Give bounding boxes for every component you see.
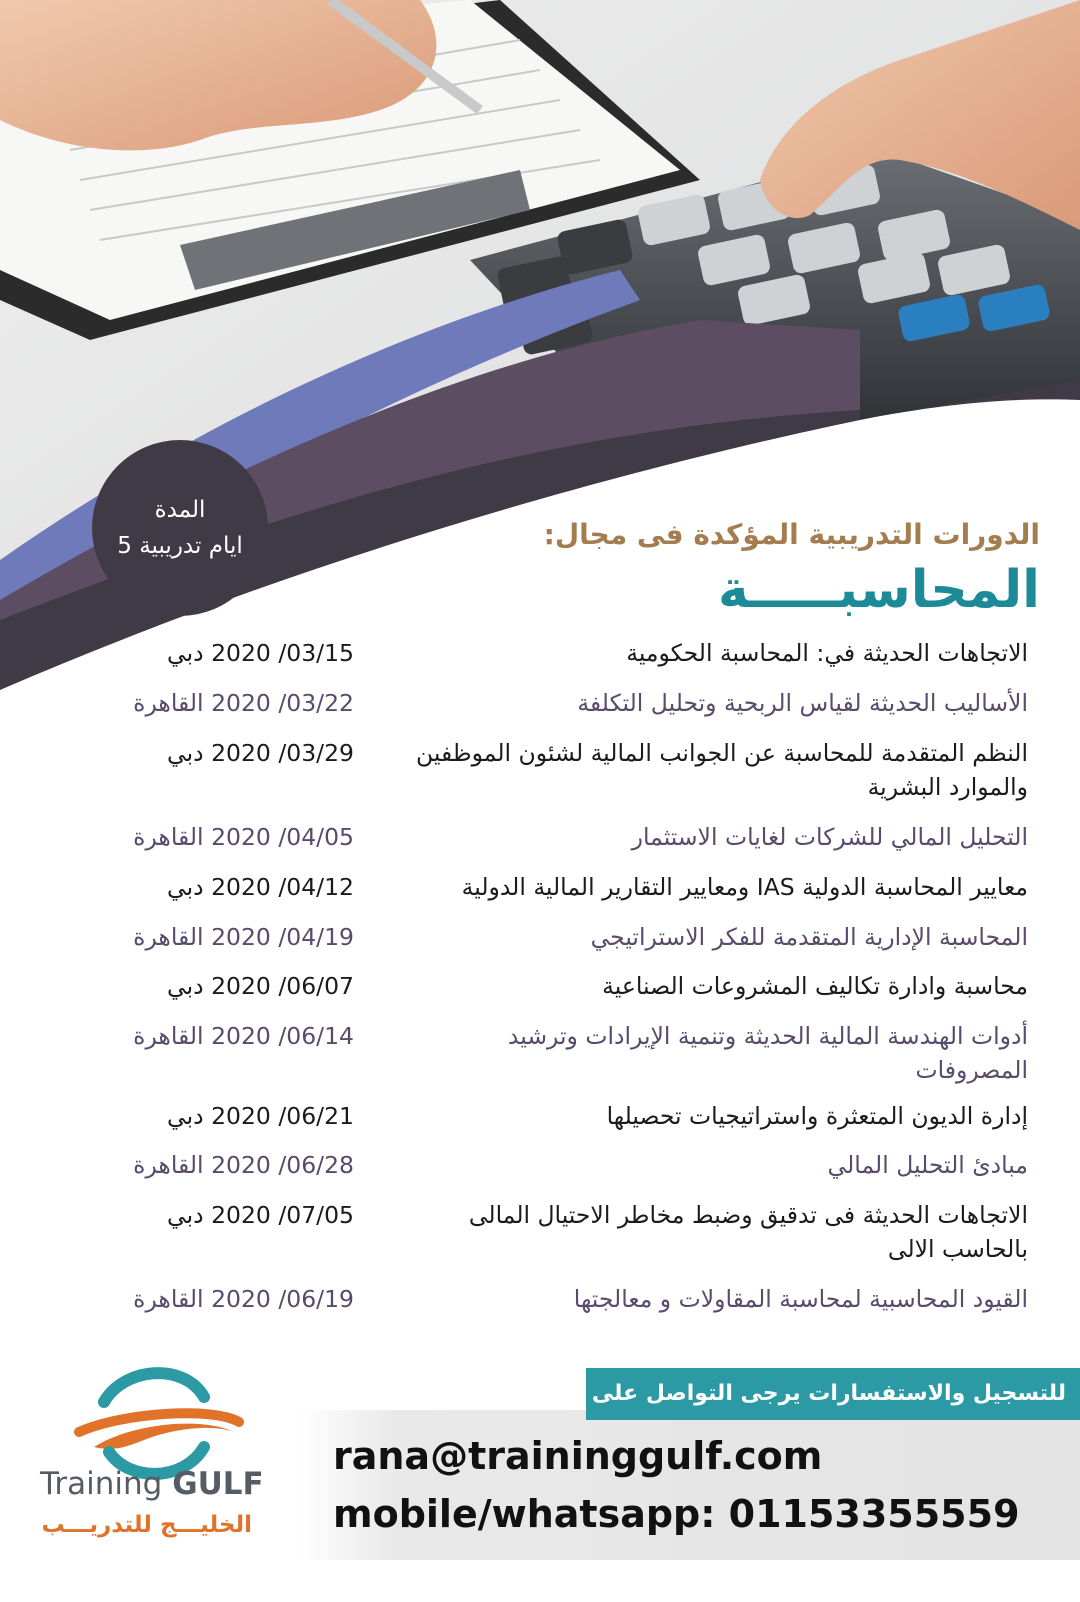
course-name: الاتجاهات الحديثة فى تدقيق وضبط مخاطر الاحتيال المالى بالحاسب الالى	[468, 1201, 1028, 1263]
course-city: دبي	[166, 1102, 204, 1130]
logo-word-training: Training	[40, 1466, 163, 1502]
logo-word-gulf: GULF	[172, 1466, 264, 1502]
course-name: أدوات الهندسة المالية الحديثة وتنمية الإيرادات وترشيد المصروفات	[507, 1022, 1028, 1084]
course-date-value: 04/05/ 2020	[211, 823, 354, 851]
course-date	[104, 686, 354, 720]
contact-panel	[300, 1410, 1080, 1560]
course-date	[104, 736, 354, 770]
course-name: إدارة الديون المتعثرة واستراتيجيات تحصيلها	[606, 1102, 1028, 1130]
course-date	[104, 920, 354, 954]
course-date	[104, 1019, 354, 1053]
course-date-value: 04/19/ 2020	[211, 923, 354, 951]
contact-banner: للتسجيل والاستفسارات يرجى التواصل على	[586, 1368, 1080, 1420]
course-date	[104, 636, 354, 670]
page-subtitle: الدورات التدريبية المؤكدة فى مجال:	[543, 518, 1040, 551]
logo-arabic-wordmark: الخليـــج للتدريـــب	[41, 1512, 252, 1538]
page-title: المحاسبـــــة	[718, 560, 1040, 620]
course-date-value: 06/28/ 2020	[211, 1151, 354, 1179]
course-date-value: 03/15/ 2020	[211, 639, 354, 667]
course-date	[104, 1099, 354, 1133]
course-date-value: 06/19/ 2020	[211, 1285, 354, 1313]
course-city: دبي	[166, 972, 204, 1000]
course-date	[104, 1148, 354, 1182]
course-date	[104, 1282, 354, 1316]
course-city: القاهرة	[133, 1151, 204, 1179]
course-name: المحاسبة الإدارية المتقدمة للفكر الاستراتيجي	[590, 923, 1028, 951]
course-name: الأساليب الحديثة لقياس الربحية وتحليل التكلفة	[577, 689, 1028, 717]
course-date-value: 03/29/ 2020	[211, 739, 354, 767]
course-name: معايير المحاسبة الدولية IAS ومعايير التقارير المالية الدولية	[461, 873, 1028, 901]
course-date	[104, 870, 354, 904]
duration-value: 5 ايام تدريبية	[117, 533, 243, 559]
course-name: الاتجاهات الحديثة في: المحاسبة الحكومية	[626, 639, 1028, 667]
course-name: مبادئ التحليل المالي	[827, 1151, 1028, 1179]
course-name: النظم المتقدمة للمحاسبة عن الجوانب المالية لشئون الموظفين والموارد البشرية	[416, 739, 1028, 801]
course-name: التحليل المالي للشركات لغايات الاستثمار	[631, 823, 1028, 851]
course-date-value: 07/05/ 2020	[211, 1201, 354, 1229]
course-city: دبي	[166, 1201, 204, 1229]
course-city: القاهرة	[133, 923, 204, 951]
course-date	[104, 1198, 354, 1232]
course-name: القيود المحاسبية لمحاسبة المقاولات و معالجتها	[573, 1285, 1028, 1313]
course-date-value: 04/12/ 2020	[211, 873, 354, 901]
course-city: دبي	[166, 739, 204, 767]
course-city: القاهرة	[133, 1022, 204, 1050]
course-date-value: 06/21/ 2020	[211, 1102, 354, 1130]
course-city: القاهرة	[133, 1285, 204, 1313]
course-city: دبي	[166, 639, 204, 667]
course-city: القاهرة	[133, 823, 204, 851]
course-name: محاسبة وادارة تكاليف المشروعات الصناعية	[602, 972, 1028, 1000]
logo-wordmark	[40, 1466, 264, 1502]
course-date	[104, 820, 354, 854]
course-date-value: 06/14/ 2020	[211, 1022, 354, 1050]
course-city: دبي	[166, 873, 204, 901]
course-date-value: 03/22/ 2020	[211, 689, 354, 717]
contact-email[interactable]: rana@traininggulf.com	[333, 1434, 823, 1478]
course-date-value: 06/07/ 2020	[211, 972, 354, 1000]
duration-badge	[92, 440, 268, 616]
course-date	[104, 969, 354, 1003]
contact-mobile[interactable]: mobile/whatsapp: 01153355559	[333, 1492, 1020, 1536]
course-city: القاهرة	[133, 689, 204, 717]
duration-label: المدة	[154, 497, 206, 523]
